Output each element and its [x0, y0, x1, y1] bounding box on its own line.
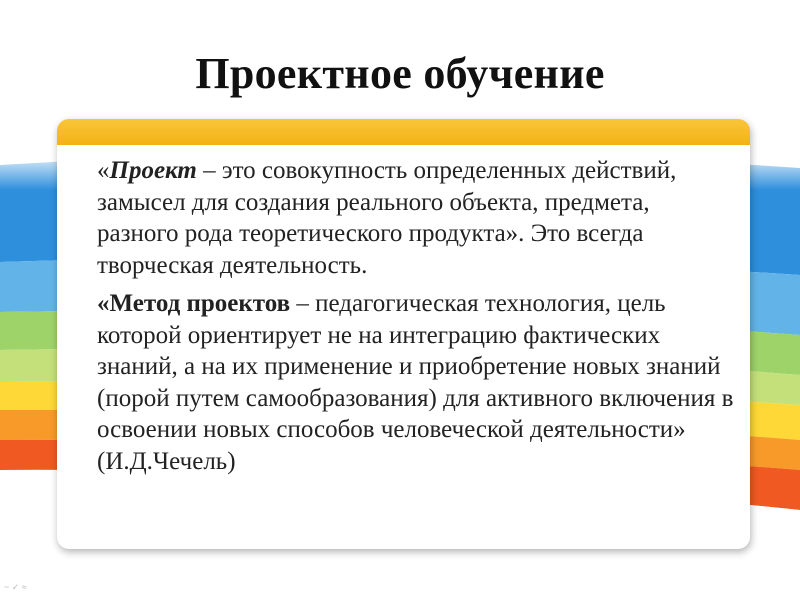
- bullet-marker-icon: ▫: [58, 312, 62, 324]
- slide-title: Проектное обучение: [195, 49, 605, 98]
- project-definition-paragraph: [97, 155, 737, 281]
- term-project-method: Метод проектов: [109, 290, 291, 317]
- content-card: [57, 119, 750, 549]
- card-header-bar: [57, 119, 750, 145]
- open-quote: «: [97, 157, 110, 184]
- open-quote-bold: «: [97, 290, 110, 317]
- method-definition-paragraph: [97, 288, 737, 477]
- project-definition-text: – это совокупность определенных действий, замысел для создания реального объекта, предмета, разного рода теоретического продукта». Это всегда творческая деятельность.: [97, 157, 677, 279]
- watermark: ~ ✓ ≈: [4, 582, 27, 592]
- method-definition-text: – педагогическая технология, цель которой ориентирует не на интеграцию фактических знаний, а на их применение и приобретение новых знаний (порой путем самообразования) для активного включения в освоении новых способов человеческой деятельности» (И.Д.Чечель): [97, 290, 734, 475]
- card-text: [97, 155, 737, 477]
- term-project: Проект: [109, 157, 197, 184]
